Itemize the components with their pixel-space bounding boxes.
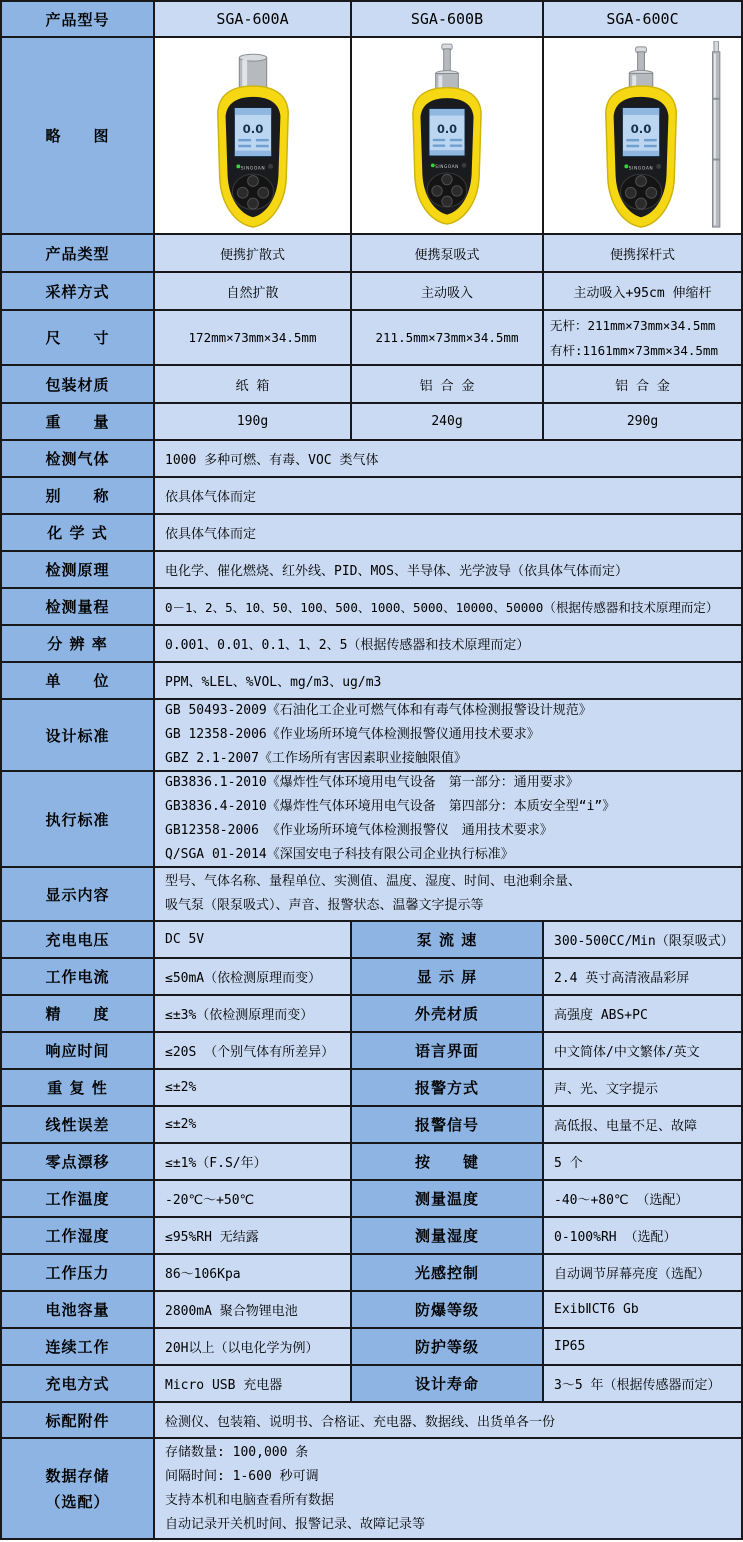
row-sampling	[2, 273, 741, 311]
row-product-type	[2, 235, 741, 273]
row-label: 检测气体	[2, 441, 155, 478]
row-product-model	[2, 2, 741, 38]
row-label: 别 称	[2, 478, 155, 515]
cell-display-content	[155, 868, 741, 922]
power-button-icon	[656, 164, 661, 169]
row-exec-standard	[2, 772, 741, 868]
storage-line: 存储数量: 100,000 条	[165, 1444, 309, 1460]
spec-value-right: 2.4 英寸高清液晶彩屏	[544, 959, 741, 996]
cell-exec-standard	[155, 772, 741, 868]
lcd-screen	[429, 109, 465, 156]
spec-value-right: -40～+80℃ （选配）	[544, 1181, 741, 1218]
model-sga-600c: SGA-600C	[544, 2, 741, 38]
power-button-icon	[462, 163, 467, 168]
row-spec-9	[2, 1255, 741, 1292]
cell-detected-gas: 1000 多种可燃、有毒、VOC 类气体	[155, 441, 741, 478]
spec-label-right: 泵 流 速	[352, 922, 544, 959]
row-label: 产品类型	[2, 235, 155, 273]
row-label: 设计标准	[2, 700, 155, 772]
cell-units: PPM、%LEL、%VOL、mg/m3、ug/m3	[155, 663, 741, 700]
cell-sampling-a: 自然扩散	[155, 273, 352, 311]
row-spec-5	[2, 1107, 741, 1144]
spec-value-left: ≤±2%	[155, 1107, 352, 1144]
exec-standard-line: GB3836.4-2010《爆炸性气体环境用电气设备 第四部分：本质安全型“i”》	[165, 799, 616, 814]
spec-label-right: 测量温度	[352, 1181, 544, 1218]
exec-standard-line: GB3836.1-2010《爆炸性气体环境用电气设备 第一部分：通用要求》	[165, 775, 579, 790]
row-spec-4	[2, 1070, 741, 1107]
spec-value-right: IP65	[544, 1329, 741, 1366]
cell-detection-range: 0－1、2、5、10、50、100、500、1000、5000、10000、50000（根据传感器和技术原理而定）	[155, 589, 741, 626]
spec-value-left: -20℃～+50℃	[155, 1181, 352, 1218]
cell-size-a: 172mm×73mm×34.5mm	[155, 311, 352, 366]
design-standard-line: GB 50493-2009《石油化工企业可燃气体和有毒气体检测报警设计规范》	[165, 703, 592, 718]
row-chemical-formula	[2, 515, 741, 552]
cell-packaging-a: 纸 箱	[155, 366, 352, 404]
spec-label-right: 光感控制	[352, 1255, 544, 1292]
row-accessories	[2, 1403, 741, 1439]
row-spec-12	[2, 1366, 741, 1403]
spec-label-left: 工作电流	[2, 959, 155, 996]
spec-label-right: 语言界面	[352, 1033, 544, 1070]
spec-value-left: ≤20S （个别气体有所差异）	[155, 1033, 352, 1070]
storage-line: 间隔时间: 1-600 秒可调	[165, 1468, 319, 1484]
row-spec-8	[2, 1218, 741, 1255]
keypad	[620, 174, 661, 209]
spec-value-left: ≤±2%	[155, 1070, 352, 1107]
storage-label-line1: 数据存储	[45, 1466, 110, 1485]
spec-label-left: 连续工作	[2, 1329, 155, 1366]
row-spec-10	[2, 1292, 741, 1329]
row-sketch	[2, 38, 741, 235]
lcd-screen	[622, 108, 659, 157]
spec-label-right: 报警信号	[352, 1107, 544, 1144]
cell-weight-b: 240g	[352, 404, 544, 441]
cell-type-c: 便携探杆式	[544, 235, 741, 273]
row-label: 显示内容	[2, 868, 155, 922]
cell-alias: 依具体气体而定	[155, 478, 741, 515]
power-button-icon	[268, 164, 273, 169]
row-label: 分 辨 率	[2, 626, 155, 663]
spec-value-right: 0-100%RH （选配）	[544, 1218, 741, 1255]
spec-value-right: 中文简体/中文繁体/英文	[544, 1033, 741, 1070]
brand-label: SINGOAN	[435, 165, 459, 171]
row-label: 采样方式	[2, 273, 155, 311]
row-label: 检测量程	[2, 589, 155, 626]
row-label	[2, 1439, 155, 1538]
spec-value-right: ExibⅡCT6 Gb	[544, 1292, 741, 1329]
spec-label-left: 零点漂移	[2, 1144, 155, 1181]
storage-line: 支持本机和电脑查看所有数据	[165, 1492, 335, 1508]
spec-label-right: 测量湿度	[352, 1218, 544, 1255]
size-c-line2: 有杆:1161mm×73mm×34.5mm	[550, 342, 718, 358]
row-spec-2	[2, 996, 741, 1033]
storage-label-line2: （选配）	[45, 1492, 110, 1511]
product-image-sga-600c	[548, 41, 738, 230]
cell-accessories: 检测仪、包装箱、说明书、合格证、充电器、数据线、出货单各一份	[155, 1403, 741, 1439]
spec-label-right: 显 示 屏	[352, 959, 544, 996]
spec-value-right: 高低报、电量不足、故障	[544, 1107, 741, 1144]
cell-chemical-formula: 依具体气体而定	[155, 515, 741, 552]
row-packaging	[2, 366, 741, 404]
row-dimensions	[2, 311, 741, 366]
row-display-content	[2, 868, 741, 922]
screen-reading: 0.0	[436, 122, 458, 137]
product-image-sga-600b	[357, 41, 537, 230]
spec-label-right: 防护等级	[352, 1329, 544, 1366]
spec-label-left: 重 复 性	[2, 1070, 155, 1107]
spec-value-left: Micro USB 充电器	[155, 1366, 352, 1403]
status-led-icon	[236, 164, 240, 168]
row-alias	[2, 478, 741, 515]
spec-label-right: 按 键	[352, 1144, 544, 1181]
row-spec-11	[2, 1329, 741, 1366]
row-spec-1	[2, 959, 741, 996]
spec-value-left: 20H以上（以电化学为例）	[155, 1329, 352, 1366]
spec-value-left: 2800mA 聚合物锂电池	[155, 1292, 352, 1329]
row-data-storage	[2, 1439, 741, 1538]
telescopic-rod-icon	[712, 41, 719, 227]
spec-value-right: 3～5 年（根据传感器而定）	[544, 1366, 741, 1403]
display-content-line: 型号、气体名称、量程单位、实测值、温度、湿度、时间、电池剩余量、	[165, 874, 582, 889]
spec-value-left: ≤50mA（依检测原理而变）	[155, 959, 352, 996]
row-detection-range	[2, 589, 741, 626]
spec-label-left: 线性误差	[2, 1107, 155, 1144]
row-label-product-model: 产品型号	[2, 2, 155, 38]
row-design-standard	[2, 700, 741, 772]
pump-probe-icon	[629, 47, 653, 88]
spec-label-left: 响应时间	[2, 1033, 155, 1070]
spec-value-left: 86～106Kpa	[155, 1255, 352, 1292]
cell-sampling-b: 主动吸入	[352, 273, 544, 311]
cell-weight-c: 290g	[544, 404, 741, 441]
row-spec-7	[2, 1181, 741, 1218]
spec-label-left: 工作压力	[2, 1255, 155, 1292]
spec-label-left: 工作湿度	[2, 1218, 155, 1255]
design-standard-line: GB 12358-2006《作业场所环境气体检测报警仪通用技术要求》	[165, 727, 540, 742]
row-units	[2, 663, 741, 700]
brand-label: SINGOAN	[240, 166, 265, 172]
cell-weight-a: 190g	[155, 404, 352, 441]
product-image-sga-600a	[160, 41, 346, 230]
cell-resolution: 0.001、0.01、0.1、1、2、5（根据传感器和技术原理而定）	[155, 626, 741, 663]
exec-standard-line: Q/SGA 01-2014《深国安电子科技有限公司企业执行标准》	[165, 847, 514, 862]
row-weight	[2, 404, 741, 441]
cell-sampling-c: 主动吸入+95cm 伸缩杆	[544, 273, 741, 311]
row-label: 尺 寸	[2, 311, 155, 366]
status-led-icon	[431, 163, 435, 167]
spec-label-left: 工作温度	[2, 1181, 155, 1218]
sensor-cap-icon	[239, 54, 266, 88]
spec-label-right: 防爆等级	[352, 1292, 544, 1329]
product-image-cell-c	[544, 38, 741, 235]
row-label-sketch: 略 图	[2, 38, 155, 235]
screen-reading: 0.0	[242, 122, 263, 137]
keypad	[232, 174, 273, 209]
product-image-cell-b	[352, 38, 544, 235]
row-label: 执行标准	[2, 772, 155, 868]
row-detection-principle	[2, 552, 741, 589]
exec-standard-line: GB12358-2006 《作业场所环境气体检测报警仪 通用技术要求》	[165, 823, 553, 838]
keypad	[427, 173, 467, 207]
row-resolution	[2, 626, 741, 663]
spec-value-right: 5 个	[544, 1144, 741, 1181]
row-spec-6	[2, 1144, 741, 1181]
row-spec-0	[2, 922, 741, 959]
cell-detection-principle: 电化学、催化燃烧、红外线、PID、MOS、半导体、光学波导（依具体气体而定）	[155, 552, 741, 589]
lcd-screen	[234, 108, 271, 157]
spec-value-right: 声、光、文字提示	[544, 1070, 741, 1107]
model-sga-600b: SGA-600B	[352, 2, 544, 38]
storage-line: 自动记录开关机时间、报警记录、故障记录等	[165, 1516, 426, 1532]
cell-packaging-c: 铝 合 金	[544, 366, 741, 404]
cell-design-standard	[155, 700, 741, 772]
pump-probe-icon	[436, 44, 459, 89]
row-label: 包装材质	[2, 366, 155, 404]
spec-label-right: 设计寿命	[352, 1366, 544, 1403]
spec-label-right: 报警方式	[352, 1070, 544, 1107]
cell-data-storage	[155, 1439, 741, 1538]
spec-value-right: 300-500CC/Min（限泵吸式）	[544, 922, 741, 959]
display-content-line: 吸气泵（限泵吸式）、声音、报警状态、温馨文字提示等	[165, 898, 484, 913]
cell-size-b: 211.5mm×73mm×34.5mm	[352, 311, 544, 366]
cell-size-c	[544, 311, 741, 366]
screen-reading: 0.0	[630, 122, 651, 137]
row-spec-3	[2, 1033, 741, 1070]
row-label: 重 量	[2, 404, 155, 441]
spec-value-right: 高强度 ABS+PC	[544, 996, 741, 1033]
brand-label: SINGOAN	[628, 166, 653, 172]
row-label: 单 位	[2, 663, 155, 700]
design-standard-line: GBZ 2.1-2007《工作场所有害因素职业接触限值》	[165, 751, 467, 766]
spec-label-left: 充电方式	[2, 1366, 155, 1403]
row-detected-gas	[2, 441, 741, 478]
spec-label-left: 精 度	[2, 996, 155, 1033]
cell-type-a: 便携扩散式	[155, 235, 352, 273]
spec-label-left: 电池容量	[2, 1292, 155, 1329]
spec-label-right: 外壳材质	[352, 996, 544, 1033]
spec-value-left: ≤±3%（依检测原理而变）	[155, 996, 352, 1033]
product-image-cell-a	[155, 38, 352, 235]
spec-value-left: ≤95%RH 无结露	[155, 1218, 352, 1255]
row-label: 检测原理	[2, 552, 155, 589]
spec-value-left: DC 5V	[155, 922, 352, 959]
spec-label-left: 充电电压	[2, 922, 155, 959]
spec-value-right: 自动调节屏幕亮度（选配）	[544, 1255, 741, 1292]
row-label: 化 学 式	[2, 515, 155, 552]
cell-type-b: 便携泵吸式	[352, 235, 544, 273]
size-c-line1: 无杆：211mm×73mm×34.5mm	[550, 317, 716, 333]
row-label: 标配附件	[2, 1403, 155, 1439]
spec-value-left: ≤±1%（F.S/年）	[155, 1144, 352, 1181]
cell-packaging-b: 铝 合 金	[352, 366, 544, 404]
model-sga-600a: SGA-600A	[155, 2, 352, 38]
status-led-icon	[624, 164, 628, 168]
